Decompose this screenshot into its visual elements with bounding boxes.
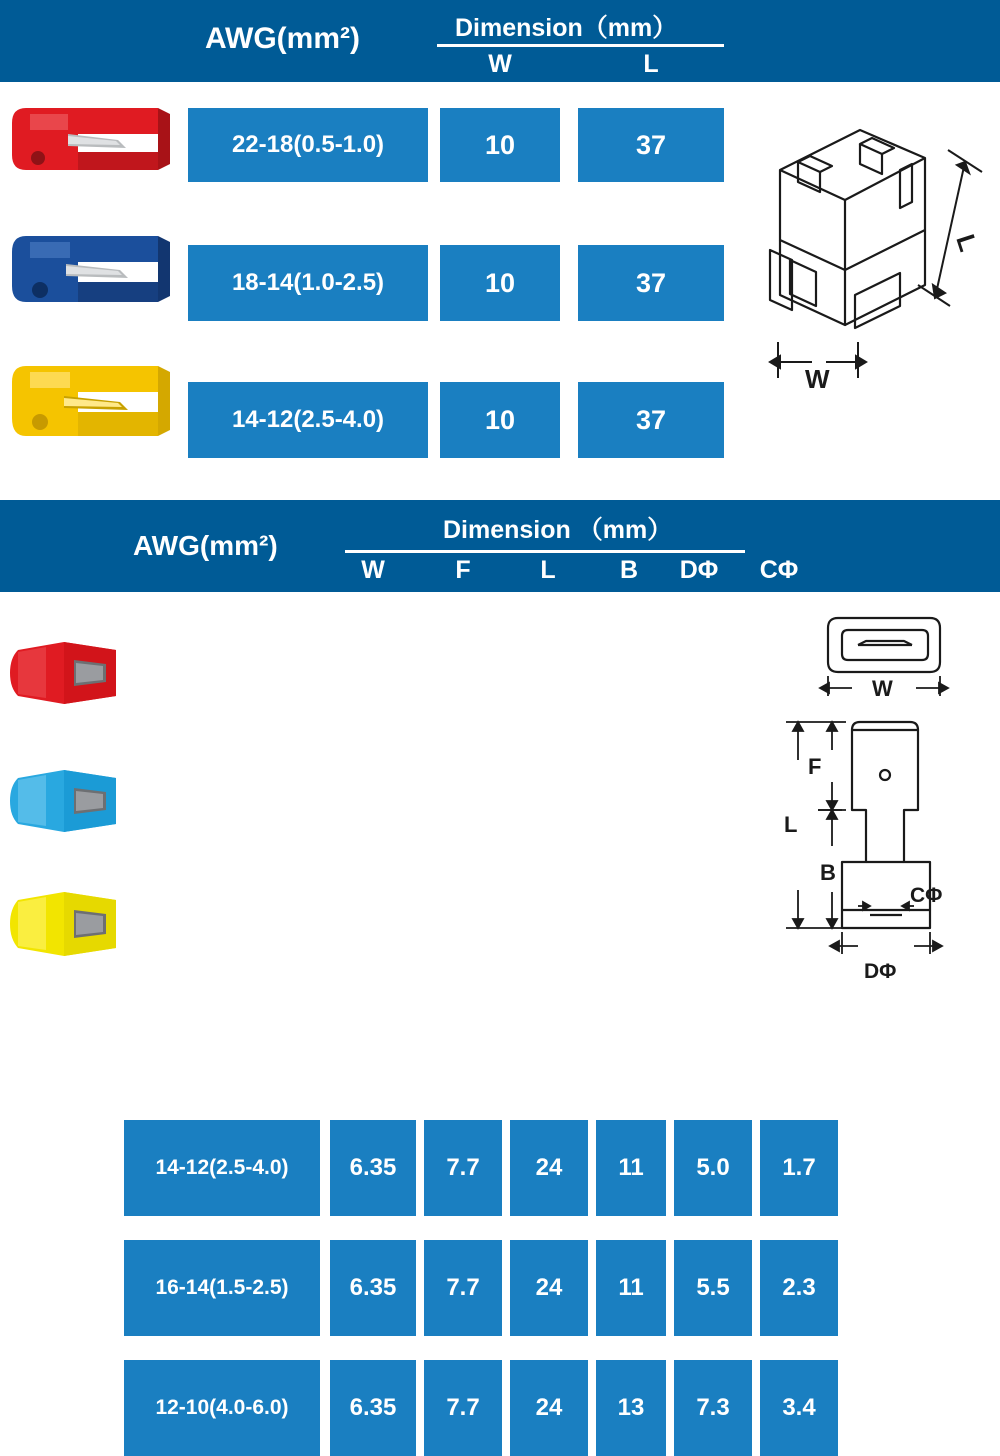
cell-cphi-b-row3: 3.4 [760, 1360, 838, 1456]
cell-b-b-row3: 13 [596, 1360, 666, 1456]
cell-l-b-row3: 24 [510, 1360, 588, 1456]
cell-dphi-b-row2: 5.5 [674, 1240, 752, 1336]
header-awg-label-2: AWG(mm²) [133, 530, 278, 561]
diagram-label-f: F [808, 754, 822, 779]
header-awg-label: AWG(mm²) [205, 22, 360, 55]
cell-l-row3: 37 [578, 382, 724, 458]
cell-w-b-row2: 6.35 [330, 1240, 416, 1336]
cell-f-b-row3: 7.7 [424, 1360, 502, 1456]
header-subcol-b: B [619, 556, 639, 584]
header-subcol-l: L [643, 50, 659, 78]
cell-b-b-row2: 11 [596, 1240, 666, 1336]
cell-w-b-row1: 6.35 [330, 1120, 416, 1216]
header-subcol-dphi: DΦ [679, 556, 719, 584]
diagram-label-b: B [820, 860, 836, 885]
blue-quick-splice-connector [8, 228, 178, 328]
spade-terminal-table-header [0, 500, 1000, 592]
header-subcol-f: F [455, 556, 471, 584]
cell-f-b-row2: 7.7 [424, 1240, 502, 1336]
cell-w-row3: 10 [440, 382, 560, 458]
cell-l-b-row2: 24 [510, 1240, 588, 1336]
header-subcol-w2: W [361, 556, 385, 584]
header-subcol-l2: L [540, 556, 556, 584]
cell-w-row2: 10 [440, 245, 560, 321]
cell-awg-row1: 22-18(0.5-1.0) [188, 108, 428, 182]
cell-awg-b-row3: 12-10(4.0-6.0) [124, 1360, 320, 1456]
cell-w-row1: 10 [440, 108, 560, 182]
diagram-label-l2: L [784, 812, 798, 837]
cell-l-b-row1: 24 [510, 1120, 588, 1216]
quick-splice-table-panel [0, 0, 1000, 490]
header-subcol-w: W [488, 50, 512, 78]
diagram-label-dphi: DΦ [864, 960, 897, 983]
header-dimension-label-2: Dimension （mm） [443, 516, 673, 544]
red-quick-splice-connector [8, 100, 178, 195]
cell-dphi-b-row1: 5.0 [674, 1120, 752, 1216]
quick-splice-table-header [0, 0, 1000, 82]
header-dimension-label: Dimension（mm） [455, 14, 678, 42]
cell-f-b-row1: 7.7 [424, 1120, 502, 1216]
yellow-female-spade-terminal [6, 878, 124, 974]
cell-awg-row3: 14-12(2.5-4.0) [188, 382, 428, 458]
panel-divider [0, 490, 1000, 500]
spade-terminal-dimension-diagram [780, 610, 995, 990]
header-underline [437, 44, 724, 47]
cell-l-row2: 37 [578, 245, 724, 321]
header-subcol-cphi: CΦ [759, 556, 799, 584]
cell-w-b-row3: 6.35 [330, 1360, 416, 1456]
yellow-quick-splice-connector [8, 358, 178, 458]
diagram-label-l: L [950, 230, 984, 255]
cell-awg-b-row2: 16-14(1.5-2.5) [124, 1240, 320, 1336]
cell-b-b-row1: 11 [596, 1120, 666, 1216]
cell-awg-b-row1: 14-12(2.5-4.0) [124, 1120, 320, 1216]
blue-female-spade-terminal [6, 758, 124, 848]
diagram-label-cphi: CΦ [910, 884, 943, 907]
spade-terminal-table-panel [0, 500, 1000, 1421]
diagram-label-w2: W [872, 676, 893, 701]
diagram-label-w: W [805, 364, 830, 394]
cell-awg-row2: 18-14(1.0-2.5) [188, 245, 428, 321]
cell-cphi-b-row2: 2.3 [760, 1240, 838, 1336]
cell-l-row1: 37 [578, 108, 724, 182]
quick-splice-dimension-diagram [750, 110, 995, 440]
header-underline-2 [345, 550, 745, 553]
cell-dphi-b-row3: 7.3 [674, 1360, 752, 1456]
red-female-spade-terminal [6, 630, 124, 720]
cell-cphi-b-row1: 1.7 [760, 1120, 838, 1216]
